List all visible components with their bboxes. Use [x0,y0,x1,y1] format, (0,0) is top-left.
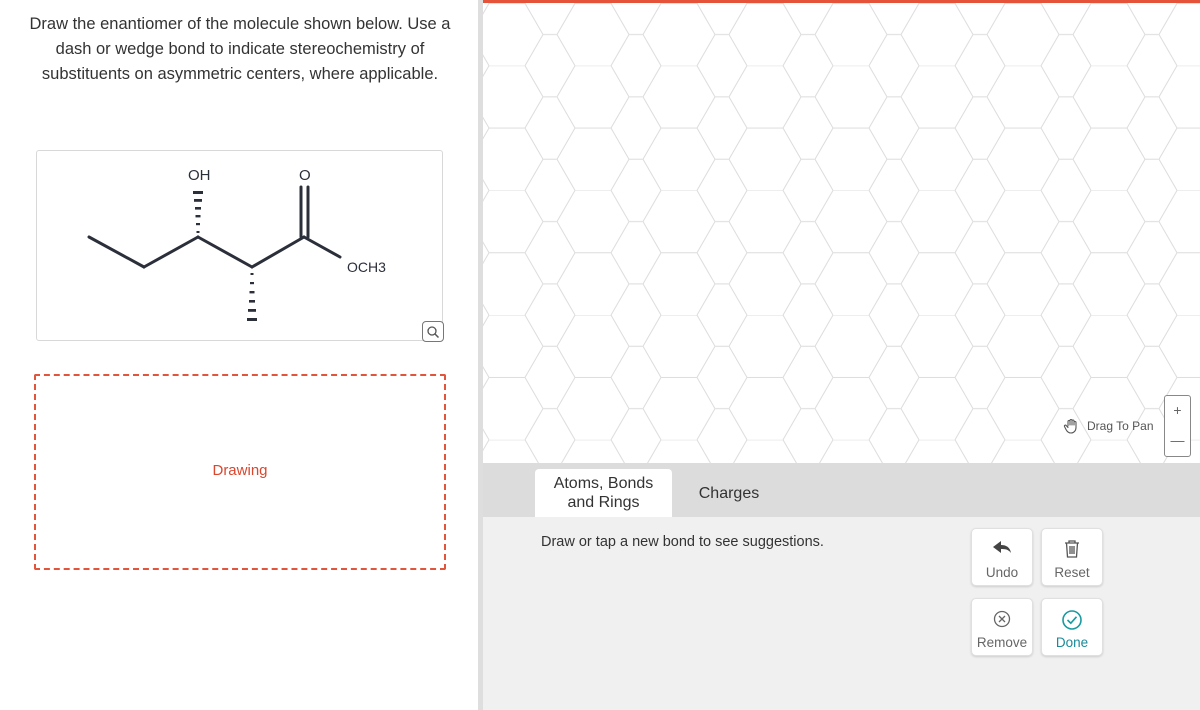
undo-button[interactable] [971,528,1033,586]
molecule-structure [37,151,444,342]
hand-icon [1063,417,1081,435]
molecule-figure [36,150,443,341]
bond-c2-c3 [144,237,198,267]
tab-atoms-bonds-rings-label: Atoms, Bonds and Rings [553,475,654,511]
och3-label: OCH3 [347,259,386,275]
undo-label: Undo [985,565,1019,580]
checkmark-circle-icon [1061,609,1083,631]
remove-label: Remove [976,635,1028,650]
zoom-in-button[interactable]: + [1173,402,1182,418]
oh-label: OH [188,167,211,184]
pan-hint-label: Drag To Pan [1087,419,1154,433]
zoom-out-button[interactable]: — [1170,432,1185,448]
zoom-control [1164,395,1191,457]
done-button[interactable] [1041,598,1103,656]
done-label: Done [1055,635,1089,650]
hex-grid [483,3,1200,463]
dash-bond-methyl [247,273,257,321]
bond-ethyl [89,237,144,267]
magnify-button[interactable] [422,321,444,342]
bond-c4-c5 [252,237,304,267]
tab-atoms-bonds-rings[interactable] [535,469,672,517]
reset-button[interactable] [1041,528,1103,586]
remove-x-icon [992,609,1012,629]
tab-charges-label: Charges [698,484,760,502]
question-text: Draw the enantiomer of the molecule shown below. Use a dash or wedge bond to indicate stereochemistry of substituents on asymmetric centers, where applicable. [29,15,451,83]
undo-arrow-icon [991,539,1013,557]
drawing-tool-panel [483,0,1200,710]
drawing-label: Drawing [212,462,268,479]
oxygen-label: O [299,167,311,184]
bond-c3-c4 [198,237,252,267]
reset-label: Reset [1054,565,1090,580]
tab-charges[interactable] [679,469,779,517]
bond-c5-ome [304,237,340,257]
trash-icon [1063,539,1081,559]
question-panel [0,0,480,710]
suggestion-hint: Draw or tap a new bond to see suggestions. [541,534,824,550]
dash-bond-oh [193,191,203,233]
magnify-icon [426,325,440,339]
drawing-canvas[interactable] [483,3,1200,463]
remove-button[interactable] [971,598,1033,656]
drag-to-pan-hint [1063,417,1154,435]
drawing-answer-area[interactable] [34,374,446,570]
tool-tabs [483,463,1200,517]
